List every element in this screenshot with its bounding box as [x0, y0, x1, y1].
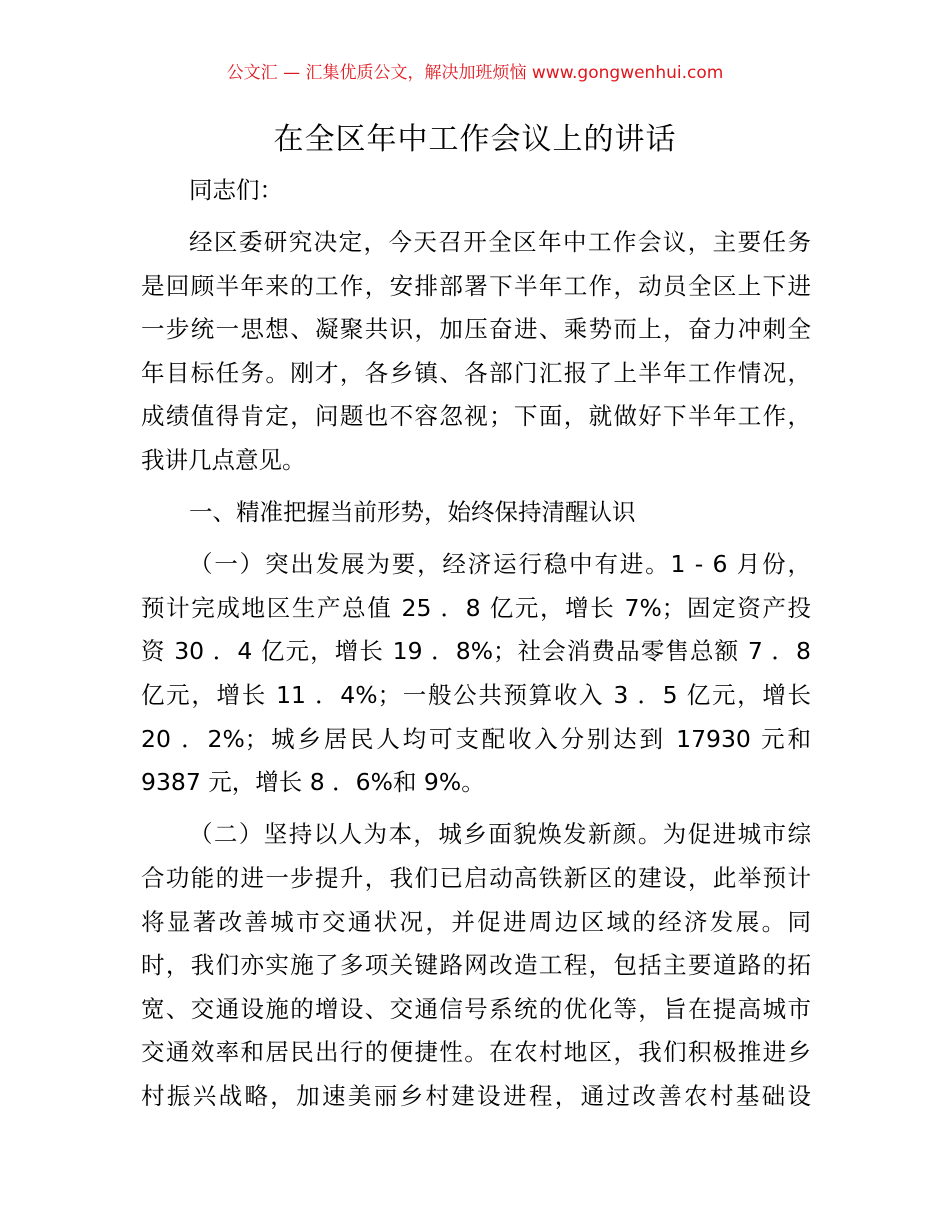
text-line: 合功能的进一步提升，我们已启动高铁新区的建设，此举预计 [141, 863, 811, 892]
text-line: 资 30 ．4 亿元，增长 19 ．8%；社会消费品零售总额 7 ．8 [141, 637, 811, 666]
text-line: 成绩值得肯定，问题也不容忽视；下面，就做好下半年工作， [141, 402, 811, 431]
text-line: 年目标任务。刚才，各乡镇、各部门汇报了上半年工作情况， [141, 358, 811, 387]
text-line: 一步统一思想、凝聚共识，加压奋进、乘势而上，奋力冲刺全 [141, 315, 811, 344]
text-line: 宽、交通设施的增设、交通信号系统的优化等，旨在提高城市 [141, 994, 811, 1023]
text-line: 经区委研究决定，今天召开全区年中工作会议，主要任务 [189, 228, 811, 257]
text-line: 交通效率和居民出行的便捷性。在农村地区，我们积极推进乡 [141, 1038, 811, 1067]
text-line: 9387 元，增长 8 ．6%和 9%。 [141, 768, 485, 797]
paragraph [141, 813, 811, 1118]
text-line: 预计完成地区生产总值 25 ．8 亿元，增长 7%；固定资产投 [141, 593, 811, 622]
text-line: 一、精准把握当前形势，始终保持清醒认识 [189, 498, 636, 527]
text-line: 20 ．2%；城乡居民人均可支配收入分别达到 17930 元和 [141, 724, 811, 753]
text-line: 是回顾半年来的工作，安排部署下半年工作，动员全区上下进 [141, 271, 811, 300]
paragraph [141, 543, 811, 805]
text-line: 将显著改善城市交通状况，并促进周边区域的经济发展。同 [141, 907, 811, 936]
paragraph [141, 221, 811, 483]
text-line: 我讲几点意见。 [141, 446, 306, 475]
document-title: 在全区年中工作会议上的讲话 [273, 122, 677, 157]
text-line: 亿元，增长 11 ．4%；一般公共预算收入 3 ．5 亿元，增长 [141, 681, 811, 710]
site-banner: 公文汇 — 汇集优质公文，解决加班烦恼 www.gongwenhui.com [226, 63, 724, 83]
document-body [141, 169, 811, 1127]
paragraph [141, 169, 811, 213]
text-line: 时，我们亦实施了多项关键路网改造工程，包括主要道路的拓 [141, 951, 811, 980]
text-line: （二）坚持以人为本，城乡面貌焕发新颜。为促进城市综 [189, 820, 811, 849]
text-line: 村振兴战略，加速美丽乡村建设进程，通过改善农村基础设 [141, 1081, 811, 1110]
paragraph [141, 491, 811, 535]
text-line: （一）突出发展为要，经济运行稳中有进。1 - 6 月份， [189, 550, 811, 579]
text-line: 同志们： [189, 176, 283, 204]
